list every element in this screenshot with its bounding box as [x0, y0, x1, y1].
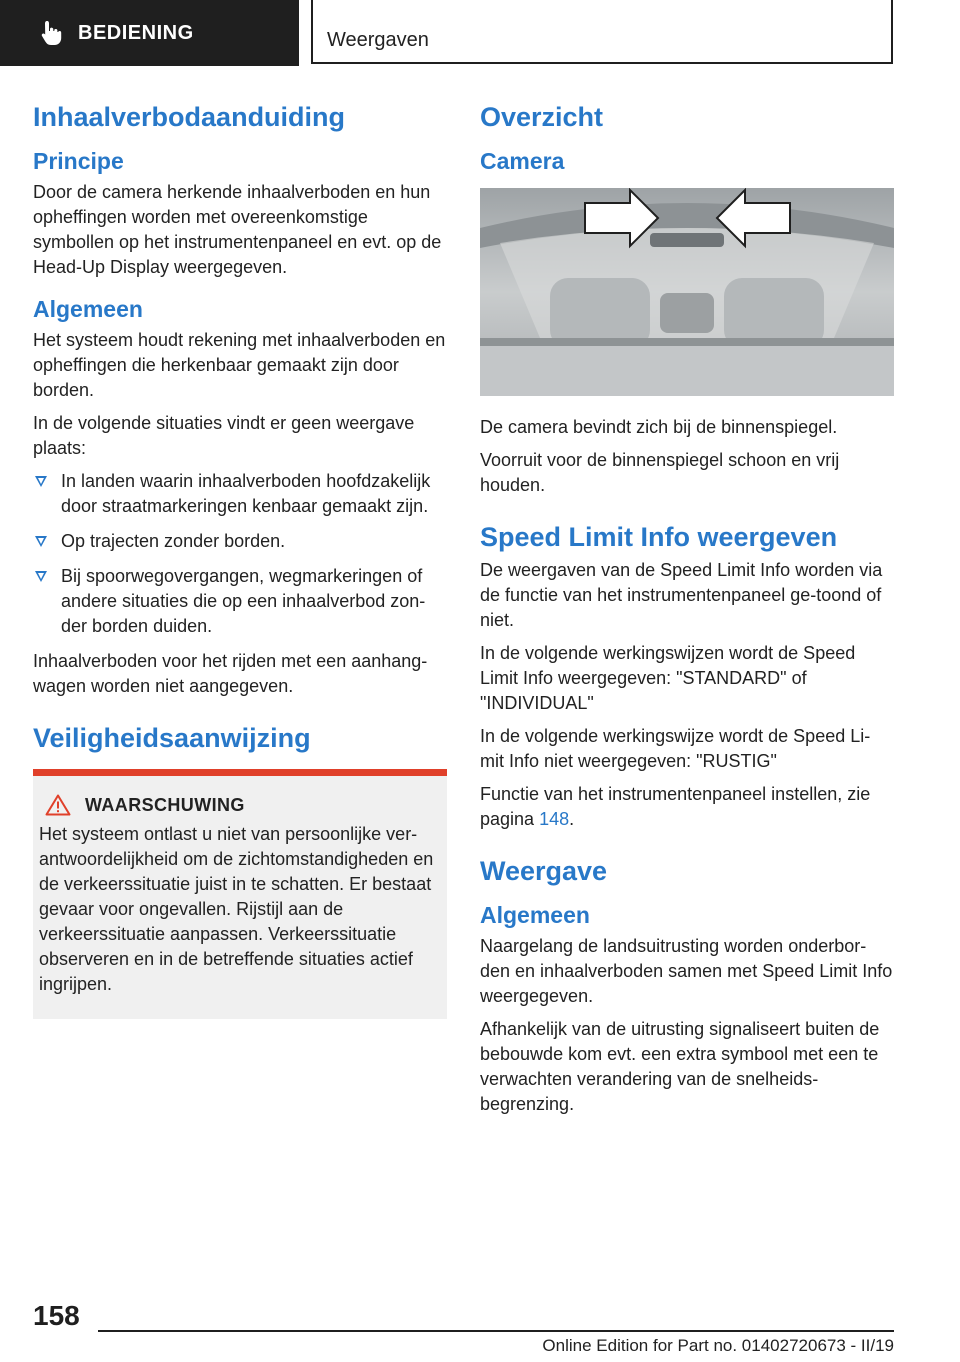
- camera-text-2: Voorruit voor de binnenspiegel schoon en vrij houden.: [480, 450, 840, 495]
- footer-divider: [98, 1330, 894, 1332]
- warning-triangle-icon: [45, 794, 71, 816]
- page-reference-link[interactable]: 148: [539, 809, 570, 829]
- algemeen-text-2: In de volgende situaties vindt er geen weergave plaats:: [33, 413, 415, 458]
- sli-text-3: In de volgende werkingswijze wordt de Speed Li-mit Info niet weergegeven: "RUSTIG": [480, 726, 871, 771]
- right-column: [480, 100, 894, 1125]
- warning-title: WAARSCHUWING: [85, 794, 245, 815]
- sli-text-4: Functie van het instrumentenpaneel instellen, zie pagina 148.: [480, 784, 871, 829]
- safety-heading: Veiligheidsaanwijzing: [33, 723, 311, 753]
- weergave-algemeen-heading: Algemeen: [480, 902, 590, 928]
- warning-text: Het systeem ontlast u niet van persoonlijke ver-antwoordelijkheid om de zichtomstandigheden en de verkeerssituatie juist in te schatten. Er bestaat gevaar voor ongevallen. Rijstijl aan de verkeerssituatie aanpassen. Verkeerssituatie observeren en in de betreffende situaties actief ingrijpen.: [39, 824, 434, 994]
- section-title: Weergaven: [327, 29, 429, 51]
- principe-heading: Principe: [33, 148, 124, 174]
- camera-text-1: De camera bevindt zich bij de binnenspiegel.: [480, 417, 838, 437]
- sli-text-1: De weergaven van de Speed Limit Info worden via de functie van het instrumentenpaneel ge-toond of niet.: [480, 560, 883, 630]
- car-interior-camera-image: [480, 188, 894, 396]
- weergave-heading: Weergave: [480, 856, 608, 886]
- situations-list: [33, 469, 447, 639]
- list-item: Bij spoorwegovergangen, wegmarkeringen of andere situaties die op een inhaalverbod zon-der borden duiden.: [33, 564, 447, 639]
- algemeen-text-1: Het systeem houdt rekening met inhaalverboden en opheffingen die herkenbaar gemaakt zijn door borden.: [33, 330, 446, 400]
- sli-text-2: In de volgende werkingswijzen wordt de Speed Limit Info weergegeven: "STANDARD" of "INDIVIDUAL": [480, 643, 856, 713]
- page-title: Inhaalverbodaanduiding: [33, 102, 346, 132]
- left-column: [33, 100, 447, 1019]
- list-item: Op trajecten zonder borden.: [33, 529, 447, 554]
- principe-text: Door de camera herkende inhaalverboden en hun opheffingen worden met overeenkomstige symbollen op het instrumentenpaneel en evt. op de Head-Up Display weergegeven.: [33, 182, 442, 277]
- weergave-text-1: Naargelang de landsuitrusting worden onderbor-den en inhaalverboden samen met Speed Limit Info weergegeven.: [480, 936, 893, 1006]
- weergave-text-2: Afhankelijk van de uitrusting signaliseert buiten de bebouwde kom evt. een extra symbool met een te verwachten verandering van de snelheids-begrenzing.: [480, 1019, 880, 1114]
- overzicht-heading: Overzicht: [480, 102, 604, 132]
- chapter-label: BEDIENING: [78, 21, 194, 44]
- edition-text: Online Edition for Part no. 01402720673 - II/19: [542, 1336, 894, 1355]
- list-item: In landen waarin inhaalverboden hoofdzakelijk door straatmarkeringen kenbaar gemaakt zijn.: [33, 469, 447, 519]
- algemeen-text-3: Inhaalverboden voor het rijden met een aanhang-wagen worden niet aangegeven.: [33, 651, 428, 696]
- algemeen-heading: Algemeen: [33, 296, 143, 322]
- triangle-bullet-icon: [35, 571, 47, 582]
- pointing-hand-icon: [38, 19, 66, 47]
- warning-header: [39, 794, 439, 816]
- triangle-bullet-icon: [35, 536, 47, 547]
- chapter-tab[interactable]: [0, 0, 299, 66]
- section-header: [311, 0, 893, 64]
- triangle-bullet-icon: [35, 476, 47, 487]
- speed-limit-info-heading: Speed Limit Info weergeven: [480, 522, 838, 552]
- camera-heading: Camera: [480, 148, 565, 174]
- page-number: 158: [33, 1300, 80, 1331]
- warning-box: [33, 769, 447, 1019]
